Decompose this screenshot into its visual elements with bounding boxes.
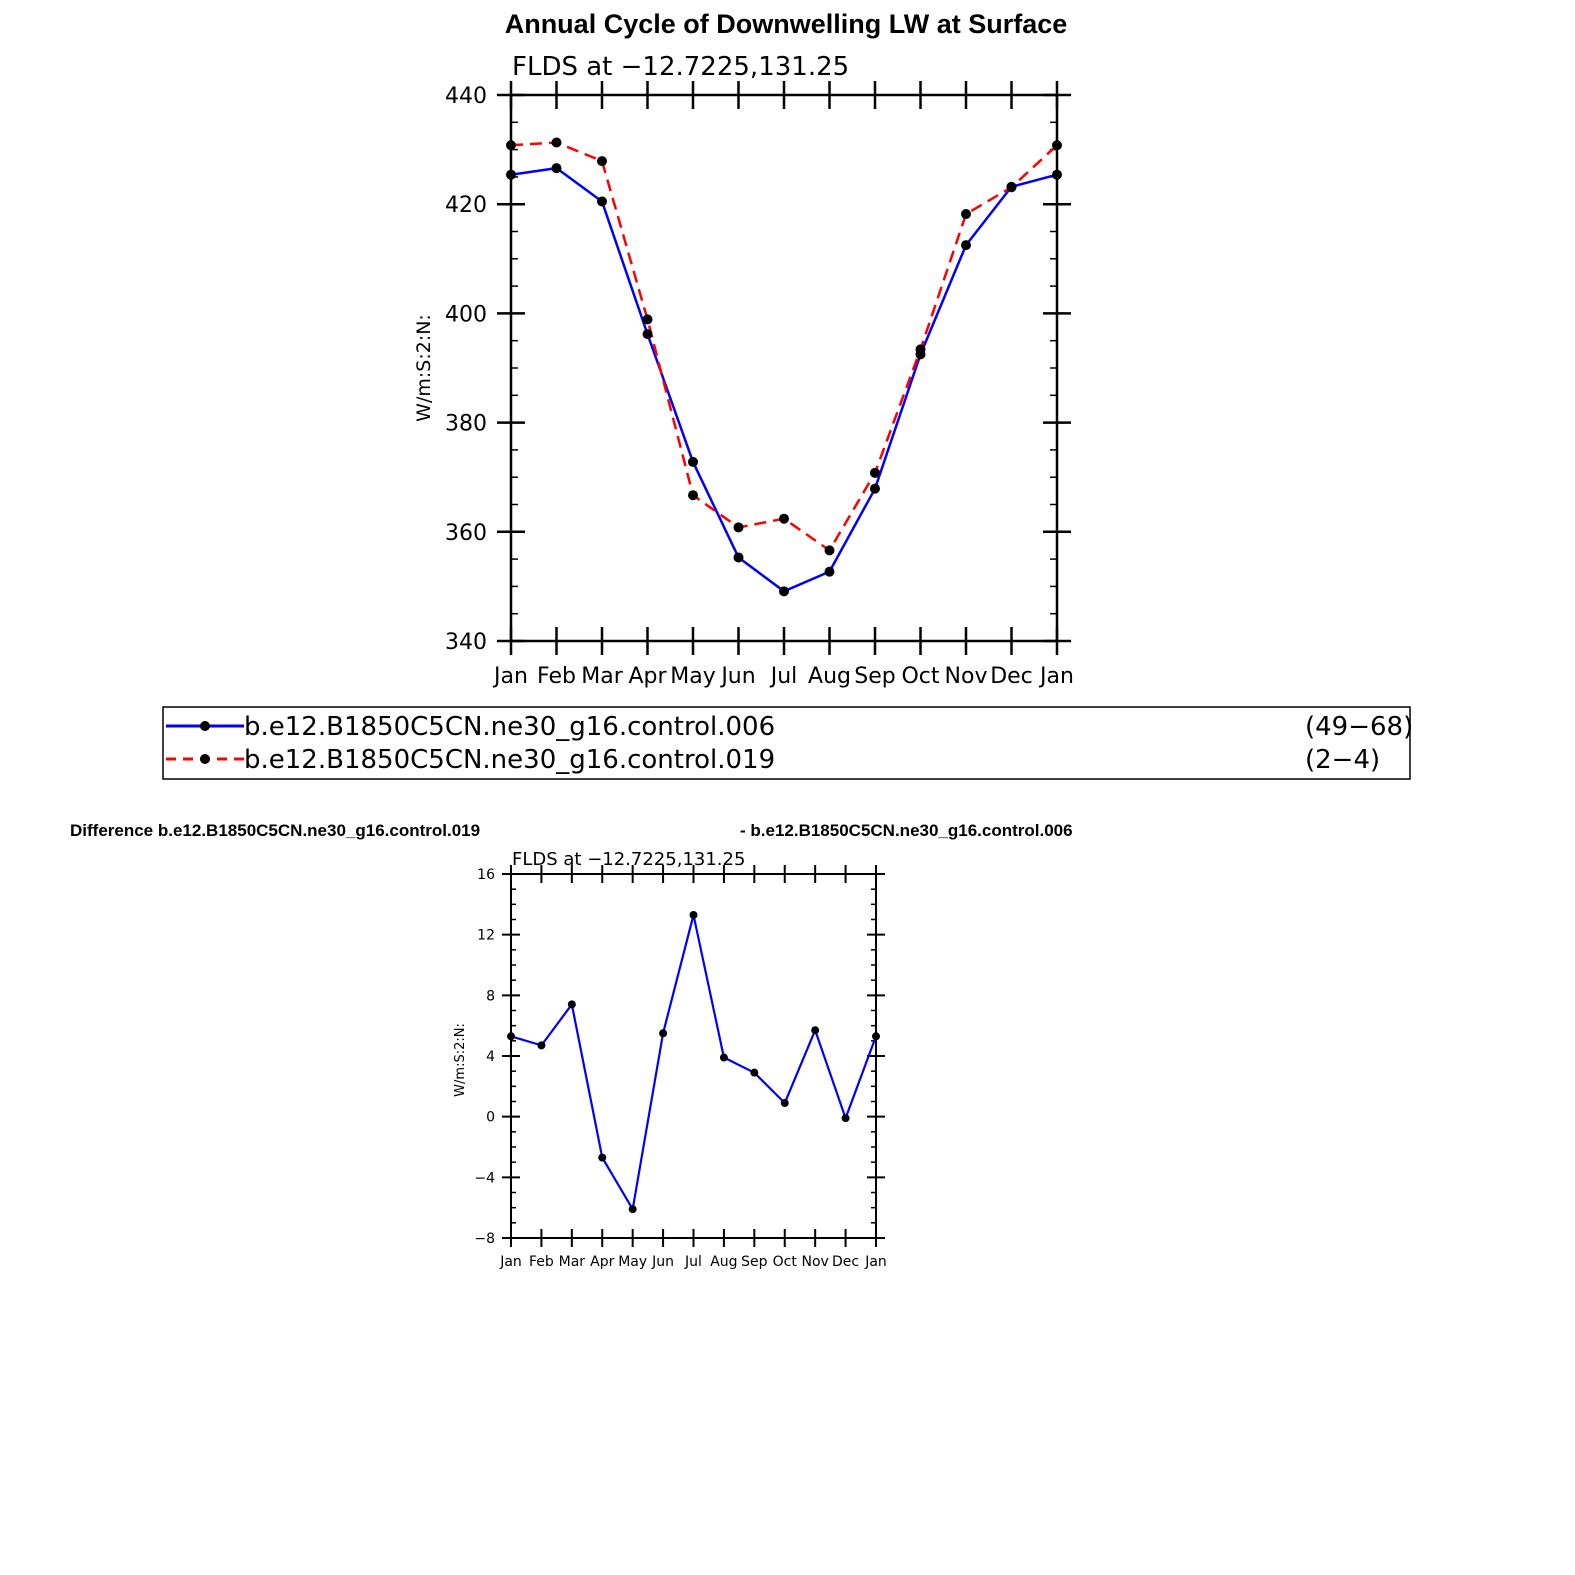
chart2-x-tick-label: Jun (652, 1254, 675, 1270)
chart1-series-2-point (961, 209, 971, 219)
chart1-y-tick-label: 400 (445, 302, 487, 328)
chart2-series-1-point (720, 1054, 728, 1062)
chart2-x-tick-label: Apr (590, 1254, 615, 1270)
chart2-series-1-point (507, 1032, 515, 1040)
chart1-series-1-line (511, 168, 1057, 591)
chart2-series-1-point (750, 1069, 758, 1077)
chart1-series-1-point (552, 163, 562, 173)
chart2-series-1-point (811, 1026, 819, 1034)
chart2-plot-frame (511, 874, 876, 1238)
chart2-series-1-point (537, 1041, 545, 1049)
chart1-series-1-point (597, 196, 607, 206)
chart1-y-tick-label: 340 (445, 630, 487, 655)
chart1-series-2-point (643, 314, 653, 324)
chart1-series-1-point (1052, 170, 1062, 180)
chart1-y-tick-label: 360 (445, 520, 487, 546)
chart1-series-1-point (734, 552, 744, 562)
chart1-series-2-point (552, 138, 562, 148)
chart2-y-tick-label: 4 (486, 1049, 495, 1065)
chart1-series-1-point (506, 170, 516, 180)
chart1-x-tick-label: Jul (770, 664, 798, 689)
chart2-series-1-point (690, 911, 698, 919)
chart2-series-1-point (598, 1154, 606, 1162)
chart2-x-tick-label: Dec (832, 1254, 860, 1270)
chart2-series-1-line (511, 915, 876, 1209)
chart1-series-2-point (870, 468, 880, 478)
legend-label-series-2: b.e12.B1850C5CN.ne30_g16.control.019 (244, 745, 776, 775)
chart1-series-2-point (734, 522, 744, 532)
chart2-series-1-point (842, 1114, 850, 1122)
chart1-x-tick-label: Dec (990, 664, 1033, 689)
figure-title: Annual Cycle of Downwelling LW at Surface (504, 9, 1068, 39)
chart1-x-tick-label: Jun (721, 664, 756, 689)
chart2-series-1-point (659, 1029, 667, 1037)
chart2-series-1-point (781, 1099, 789, 1107)
chart2-x-tick-label: Jul (685, 1254, 702, 1270)
legend-label-series-1: b.e12.B1850C5CN.ne30_g16.control.006 (244, 712, 776, 742)
chart1-x-tick-label: Sep (854, 664, 896, 689)
chart1-plot-frame (511, 95, 1057, 641)
chart1-x-tick-label: May (670, 664, 716, 689)
chart2-series-1-point (568, 1000, 576, 1008)
chart1-x-tick-label: Jan (1040, 664, 1074, 689)
chart2-series-1-point (872, 1032, 880, 1040)
chart1-series-2-point (1007, 182, 1017, 192)
chart1-series-1-point (643, 329, 653, 339)
chart1-x-tick-label: Aug (808, 664, 851, 689)
legend-years-series-2: (2−4) (1305, 745, 1381, 775)
chart2-y-tick-label: −4 (474, 1170, 495, 1187)
chart2-y-tick-label: 8 (486, 988, 495, 1005)
legend-years-series-1: (49−68) (1305, 712, 1414, 742)
difference-label-right: - b.e12.B1850C5CN.ne30_g16.control.006 (740, 821, 1073, 840)
chart1-x-tick-label: Jan (494, 664, 528, 689)
chart1-x-tick-label: Feb (537, 664, 576, 689)
chart2-x-tick-label: Jan (865, 1254, 887, 1270)
chart1-y-axis-label: W/m:S:2:N: (413, 314, 435, 422)
chart2-y-axis-label: W/m:S:2:N: (453, 1023, 468, 1097)
difference-label-left: Difference b.e12.B1850C5CN.ne30_g16.control.019 (70, 821, 481, 840)
chart1-series-1-point (825, 567, 835, 577)
chart1-y-tick-label: 440 (445, 84, 487, 109)
chart1-series-1-point (779, 586, 789, 596)
chart1-series-2-point (597, 156, 607, 166)
chart1-x-tick-label: Oct (901, 664, 940, 689)
chart2-plot (474, 865, 886, 1270)
legend-marker-series-1 (200, 721, 210, 731)
chart2-y-tick-label: 16 (477, 867, 495, 883)
chart2-subtitle: FLDS at −12.7225,131.25 (512, 849, 746, 870)
chart1-series-2-point (1052, 140, 1062, 150)
chart1-series-1-point (870, 484, 880, 494)
chart1-series-2-point (688, 490, 698, 500)
chart2-y-tick-label: 0 (486, 1109, 495, 1126)
chart1-series-1-point (961, 240, 971, 250)
chart2-x-tick-label: Mar (558, 1254, 586, 1270)
chart1-plot (445, 81, 1074, 689)
chart2-x-tick-label: Nov (801, 1254, 829, 1270)
chart1-series-2-point (916, 344, 926, 354)
chart1-series-2-line (511, 143, 1057, 551)
chart2-x-tick-label: Jan (500, 1254, 522, 1270)
chart2-series-1-point (629, 1205, 637, 1213)
legend-marker-series-2 (200, 754, 210, 764)
chart1-series-1-point (688, 457, 698, 467)
chart1-series-2-point (506, 140, 516, 150)
chart2-x-tick-label: Feb (529, 1254, 554, 1270)
chart1-subtitle: FLDS at −12.7225,131.25 (512, 52, 850, 82)
chart1-y-tick-label: 380 (445, 411, 487, 437)
chart2-x-tick-label: Oct (772, 1254, 797, 1270)
chart2-y-tick-label: 12 (477, 927, 495, 944)
chart2-y-tick-label: −8 (474, 1231, 495, 1247)
chart1-x-tick-label: Apr (628, 664, 667, 689)
chart1-series-2-point (779, 514, 789, 524)
chart1-x-tick-label: Nov (944, 664, 988, 689)
legend (163, 707, 1413, 779)
chart1-series-2-point (825, 545, 835, 555)
chart1-y-tick-label: 420 (445, 193, 487, 219)
chart1-x-tick-label: Mar (581, 664, 623, 689)
chart2-x-tick-label: May (618, 1254, 648, 1270)
chart2-x-tick-label: Aug (710, 1254, 738, 1270)
chart2-x-tick-label: Sep (741, 1254, 768, 1270)
